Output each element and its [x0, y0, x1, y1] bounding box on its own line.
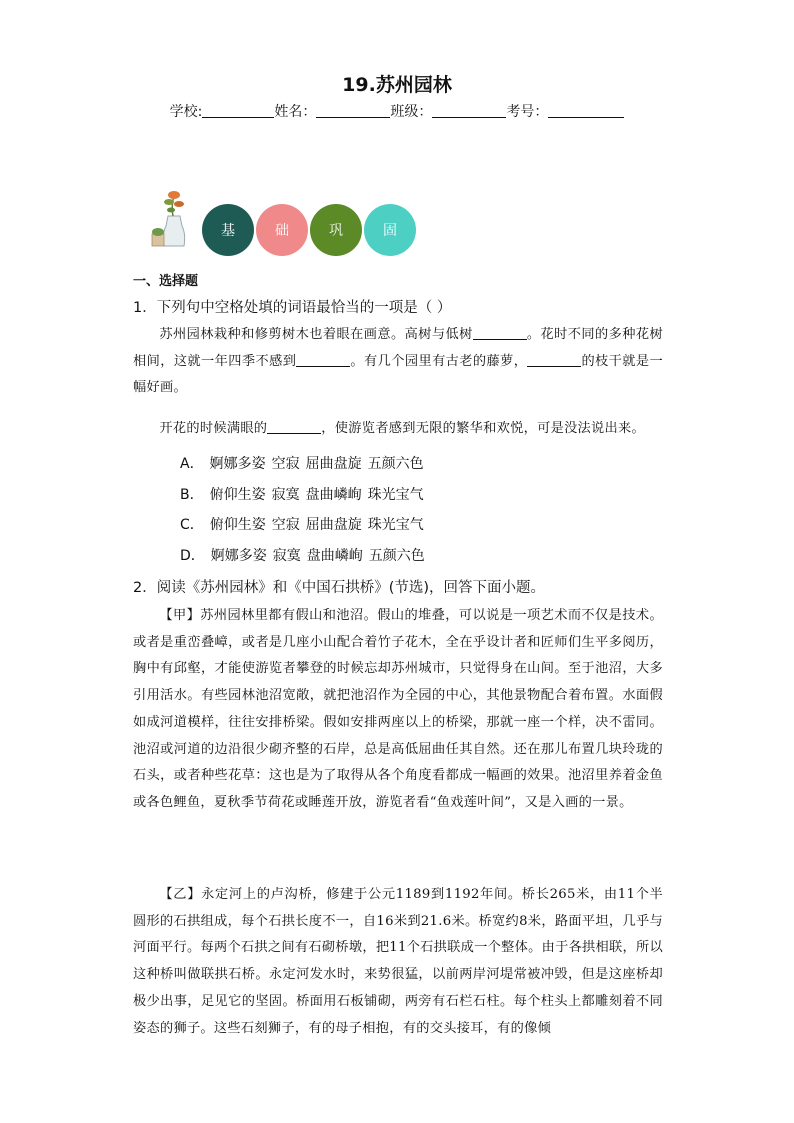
question-2-stem: 2．阅读《苏州园林》和《中国石拱桥》(节选)，回答下面小题。 — [133, 580, 546, 596]
exam-number-label: 考号： — [506, 104, 549, 120]
option-word: 盘曲嶙峋 — [305, 487, 362, 503]
option-b[interactable] — [180, 484, 430, 504]
passage-text: 。花时不同的多种花树相间，这就一年四季不感到 — [133, 327, 663, 369]
section-badges — [146, 186, 426, 256]
passage-text: 。有几个园里有古老的藤萝， — [350, 353, 528, 369]
badge-gu: 固 — [364, 204, 416, 256]
passage-jia: 【甲】苏州园林里都有假山和池沼。假山的堆叠，可以说是一项艺术而不仅是技术。或者是重峦叠嶂，或者是几座小山配合着竹子花木，全在乎设计者和匠师们生平多阅历，胸中有邱壑，才能使游览者攀登的时候忘却苏州城市，只觉得身在山间。至于池沼，大多引用活水。有些园林池沼宽敞，就把池沼作为全园的中心，其他景物配合着布置。水面假如成河道模样，往往安排桥梁。假如安排两座以上的桥梁，那就一座一个样，决不雷同。池沼或河道的边沿很少砌齐整的石岸，总是高低屈曲任其自然。还在那儿布置几块玲珑的石头，或者种些花草：这也是为了取得从各个角度看都成一幅画的效果。池沼里养着金鱼或各色鲤鱼，夏秋季节荷花或睡莲开放，游览者看“鱼戏莲叶间”，又是入画的一景。 — [133, 608, 663, 810]
answer-blank[interactable] — [527, 352, 581, 367]
answer-blank[interactable] — [267, 419, 321, 434]
badge-chu: 础 — [256, 204, 308, 256]
option-word: 空寂 — [271, 456, 300, 472]
question-1-passage-2 — [133, 416, 663, 443]
page-title: 19.苏州园林 — [342, 74, 452, 96]
exam-number-blank[interactable] — [548, 103, 624, 118]
name-label: 姓名： — [274, 104, 317, 120]
class-label: 班级： — [390, 104, 433, 120]
school-blank[interactable] — [202, 103, 274, 118]
option-word: 寂寞 — [271, 487, 300, 503]
option-word: 寂寞 — [272, 548, 301, 564]
badge-ji: 基 — [202, 204, 254, 256]
plant-vase-icon — [146, 186, 196, 252]
section-heading: 一、选择题 — [133, 274, 199, 289]
badge-gong: 巩 — [310, 204, 362, 256]
option-word: 五颜六色 — [367, 456, 424, 472]
school-label: 学校: — [169, 104, 203, 120]
option-word: 婀娜多姿 — [209, 456, 266, 472]
option-label: D． — [180, 548, 205, 564]
answer-blank[interactable] — [296, 352, 350, 367]
answer-blank[interactable] — [473, 325, 527, 340]
class-blank[interactable] — [432, 103, 506, 118]
option-word: 珠光宝气 — [367, 517, 424, 533]
passage-text: 苏州园林栽种和修剪树木也着眼在画意。高树与低树 — [159, 327, 473, 342]
option-label: A． — [180, 456, 204, 472]
option-c[interactable] — [180, 514, 430, 534]
option-word: 空寂 — [271, 517, 300, 533]
option-word: 屈曲盘旋 — [305, 456, 362, 472]
option-word: 婀娜多姿 — [210, 548, 267, 564]
option-word: 俯仰生姿 — [209, 517, 266, 533]
student-info-line — [0, 101, 794, 121]
option-a[interactable] — [180, 453, 430, 473]
option-d[interactable] — [180, 545, 431, 565]
question-1-passage-1 — [133, 322, 663, 402]
passage-text: 的枝干就是一幅好画。 — [133, 353, 663, 396]
option-label: C． — [180, 517, 204, 533]
name-blank[interactable] — [316, 103, 390, 118]
passage-text: ，使游览者感到无限的繁华和欢悦，可是没法说出来。 — [321, 421, 645, 436]
passage-yi: 【乙】永定河上的卢沟桥，修建于公元1189到1192年间。桥长265米，由11个半圆形的石拱组成，每个石拱长度不一，自16米到21.6米。桥宽约8米，路面平坦，几乎与河面平行。每两个石拱之间有石砌桥墩，把11个石拱联成一个整体。由于各拱相联，所以这种桥叫做联拱石桥。永定河发水时，来势很猛，以前两岸河堤常被冲毁，但是这座桥却极少出事，足见它的坚固。桥面用石板铺砌，两旁有石栏石柱。每个柱头上都雕刻着不同姿态的狮子。这些石刻狮子，有的母子相抱，有的交头接耳，有的像倾 — [133, 887, 663, 1036]
passage-text: 开花的时候满眼的 — [159, 421, 268, 436]
option-word: 屈曲盘旋 — [305, 517, 362, 533]
option-word: 盘曲嶙峋 — [306, 548, 363, 564]
option-word: 珠光宝气 — [367, 487, 424, 503]
option-label: B． — [180, 487, 204, 503]
question-1-stem: 1．下列句中空格处填的词语最恰当的一项是（ ） — [133, 300, 452, 316]
option-word: 五颜六色 — [368, 548, 425, 564]
option-word: 俯仰生姿 — [209, 487, 266, 503]
